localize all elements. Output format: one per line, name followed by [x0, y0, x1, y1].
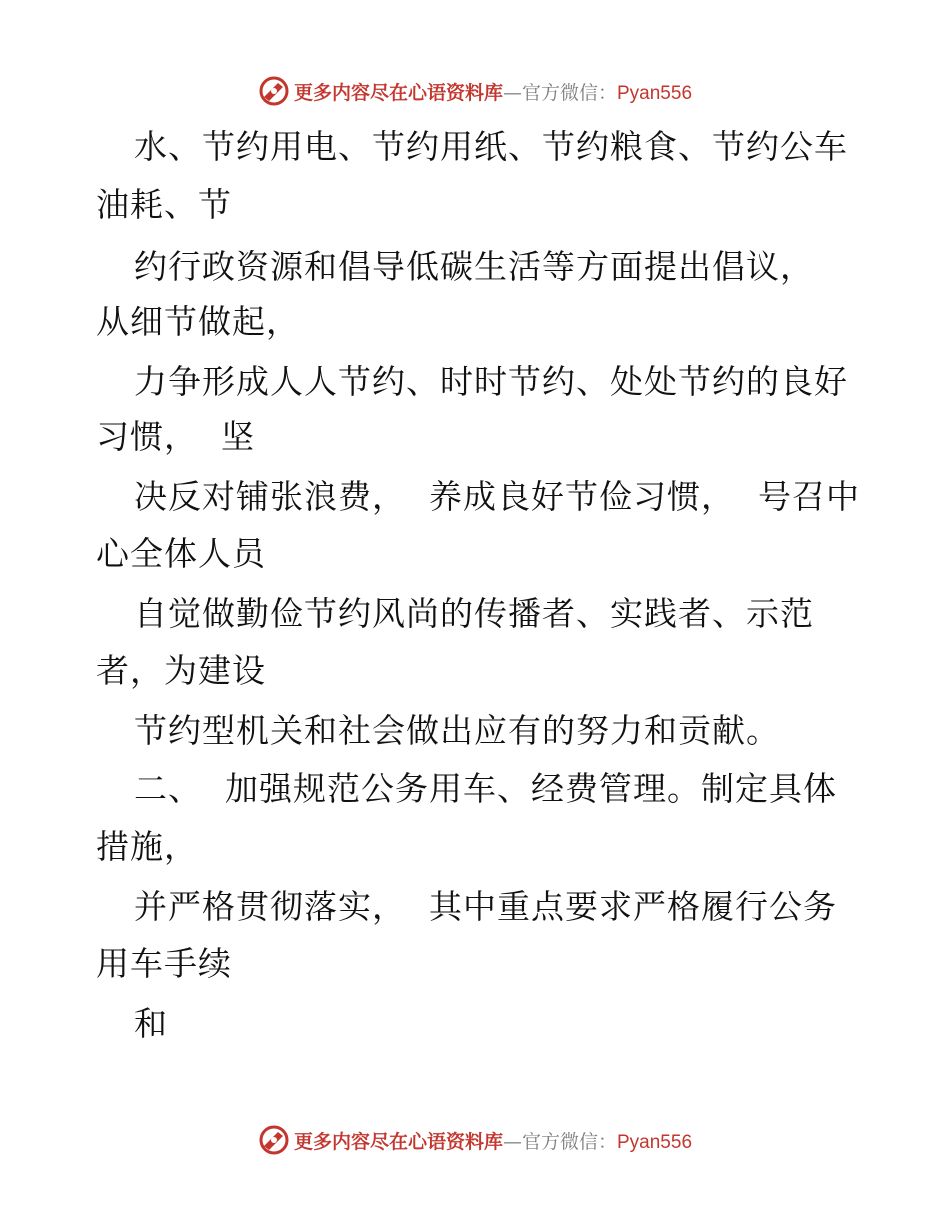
text-line: 决反对铺张浪费， 养成良好节俭习惯， 号召中	[134, 477, 860, 516]
text-line: 节约型机关和社会做出应有的努力和贡献。	[134, 711, 780, 750]
text-line: 习惯， 坚	[96, 417, 255, 456]
text-line: 者，为建设	[96, 651, 266, 690]
watermark-text: 更多内容尽在心语资料库—官方微信：Pyan556	[293, 81, 693, 104]
text-line: 并严格贯彻落实， 其中重点要求严格履行公务	[134, 887, 837, 926]
text-line: 用车手续	[96, 944, 232, 983]
footer-watermark	[0, 1120, 950, 1160]
text-line: 从细节做起，	[96, 302, 300, 341]
text-line: 心全体人员	[96, 534, 266, 573]
header-watermark	[0, 71, 950, 111]
text-line: 约行政资源和倡导低碳生活等方面提出倡议，	[134, 247, 814, 286]
watermark-text: 更多内容尽在心语资料库—官方微信：Pyan556	[293, 1130, 693, 1153]
text-line: 措施，	[96, 827, 198, 866]
text-line: 和	[134, 1004, 168, 1043]
text-line: 二、 加强规范公务用车、经费管理。制定具体	[134, 769, 837, 808]
logo-icon	[258, 75, 290, 107]
text-line: 力争形成人人节约、时时节约、处处节约的良好	[134, 362, 848, 401]
logo-icon	[258, 1124, 290, 1156]
text-line: 油耗、节	[96, 185, 232, 224]
text-line: 自觉做勤俭节约风尚的传播者、实践者、示范	[134, 594, 814, 633]
text-line: 水、节约用电、节约用纸、节约粮食、节约公车	[134, 127, 848, 166]
